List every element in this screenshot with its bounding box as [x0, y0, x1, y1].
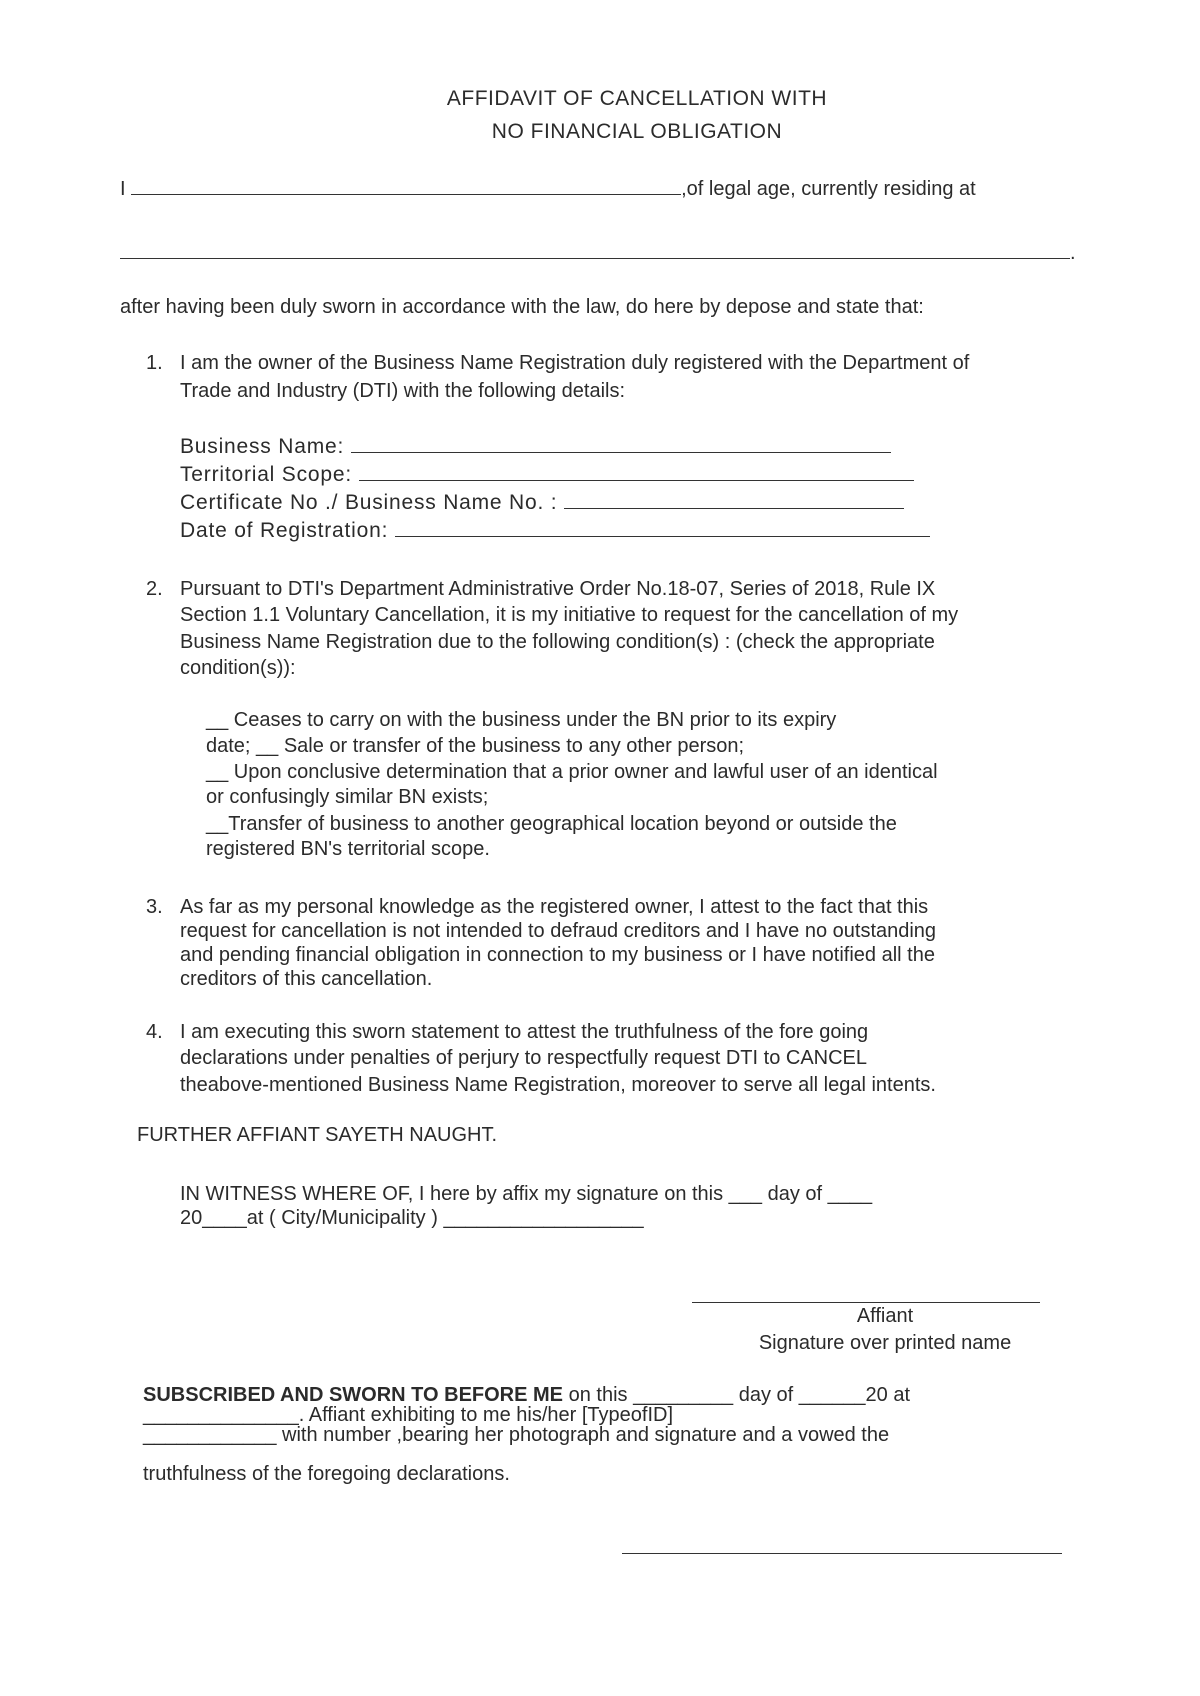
- item-three-line-4: creditors of this cancellation.: [180, 968, 433, 990]
- condition-1-2: date; __ Sale or transfer of the business to any other person;: [206, 735, 745, 757]
- territorial-scope-row: [180, 463, 914, 487]
- item-one-number: 1.: [146, 352, 163, 374]
- jurat-line-2: ______________. Affiant exhibiting to me his/her [TypeofID]: [143, 1404, 673, 1426]
- business-name-blank: [351, 436, 891, 453]
- item-four-line-1: [146, 1021, 868, 1044]
- address-blank: [120, 242, 1070, 259]
- item-three-text-1: As far as my personal knowledge as the registered owner, I attest to the fact that this: [180, 896, 929, 918]
- affiant-name-line: [120, 178, 976, 201]
- item-four-number: 4.: [146, 1021, 163, 1043]
- item-one-line-2: Trade and Industry (DTI) with the following details:: [180, 380, 626, 402]
- territorial-scope-label: Territorial Scope:: [180, 463, 352, 486]
- item-one-text-1: I am the owner of the Business Name Registration duly registered with the Department of: [180, 352, 970, 374]
- item-two-line-2: Section 1.1 Voluntary Cancellation, it is my initiative to request for the cancellation of my: [180, 604, 959, 626]
- item-four-line-3: theabove-mentioned Business Name Registration, moreover to serve all legal intents.: [180, 1074, 936, 1096]
- jurat-line-3: ____________ with number ,bearing her photograph and signature and a vowed the: [143, 1424, 890, 1446]
- certificate-row: [180, 491, 904, 515]
- intro-prefix: I: [120, 178, 126, 200]
- witness-line-1: IN WITNESS WHERE OF, I here by affix my signature on this ___ day of ____: [180, 1183, 873, 1205]
- notary-signature-line: [622, 1553, 1062, 1554]
- condition-4-cont: registered BN's territorial scope.: [206, 838, 490, 860]
- document-title: AFFIDAVIT OF CANCELLATION WITH: [446, 87, 828, 110]
- certificate-label: Certificate No ./ Business Name No. :: [180, 491, 558, 514]
- affiant-name-blank: [131, 178, 681, 195]
- address-line: [120, 242, 1076, 265]
- item-one-line-1: [146, 352, 969, 375]
- condition-3-cont: or confusingly similar BN exists;: [206, 786, 489, 808]
- item-two-line-1: [146, 578, 935, 601]
- item-three-line-1: [146, 896, 928, 919]
- item-two-line-3: Business Name Registration due to the following condition(s) : (check the appropriate: [180, 631, 935, 653]
- item-four-line-2: declarations under penalties of perjury to respectfully request DTI to CANCEL: [180, 1047, 868, 1069]
- item-three-line-2: request for cancellation is not intended to defraud creditors and I have no outstanding: [180, 920, 937, 942]
- item-two-line-4: condition(s)):: [180, 657, 296, 679]
- item-three-number: 3.: [146, 896, 163, 918]
- business-name-label: Business Name:: [180, 435, 345, 458]
- jurat-bold: SUBSCRIBED AND SWORN TO BEFORE ME: [143, 1384, 564, 1406]
- document-subtitle: NO FINANCIAL OBLIGATION: [491, 120, 783, 143]
- item-two-number: 2.: [146, 578, 163, 600]
- address-end: .: [1070, 242, 1076, 264]
- registration-date-row: [180, 519, 930, 543]
- condition-1: __ Ceases to carry on with the business under the BN prior to its expiry: [206, 709, 837, 731]
- jurat-rest: on this _________ day of ______20 at: [563, 1384, 910, 1406]
- condition-4: __Transfer of business to another geographical location beyond or outside the: [206, 813, 897, 835]
- witness-line-2: 20____at ( City/Municipality ) __________________: [180, 1207, 644, 1229]
- affiant-label: Affiant: [856, 1305, 914, 1327]
- sworn-statement: after having been duly sworn in accordance with the law, do here by depose and state that:: [120, 296, 924, 318]
- item-two-text-1: Pursuant to DTI's Department Administrative Order No.18-07, Series of 2018, Rule IX: [180, 578, 936, 600]
- condition-3: __ Upon conclusive determination that a prior owner and lawful user of an identical: [206, 761, 938, 783]
- business-name-row: [180, 435, 891, 459]
- territorial-scope-blank: [359, 464, 914, 481]
- jurat-line-4: truthfulness of the foregoing declarations.: [143, 1463, 510, 1485]
- certificate-blank: [564, 492, 904, 509]
- affiant-sublabel: Signature over printed name: [758, 1332, 1012, 1354]
- item-four-text-1: I am executing this sworn statement to attest the truthfulness of the fore going: [180, 1021, 869, 1043]
- registration-date-blank: [395, 520, 930, 537]
- intro-suffix: ,of legal age, currently residing at: [681, 178, 976, 200]
- further-affiant: FURTHER AFFIANT SAYETH NAUGHT.: [137, 1124, 498, 1146]
- affiant-signature-line: [692, 1302, 1040, 1303]
- registration-date-label: Date of Registration:: [180, 519, 389, 542]
- item-three-line-3: and pending financial obligation in connection to my business or I have notified all the: [180, 944, 935, 966]
